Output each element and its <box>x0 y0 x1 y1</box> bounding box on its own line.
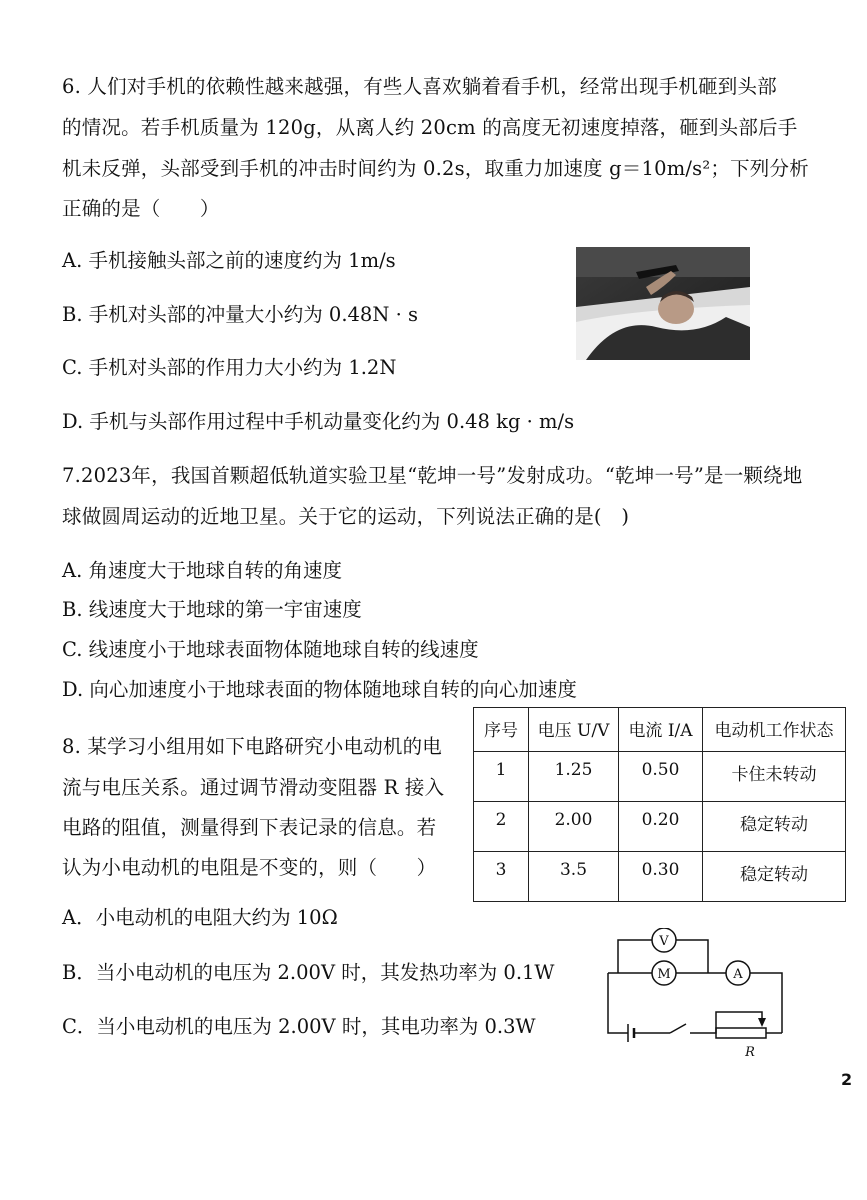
q6-option-a: A. 手机接触头部之前的速度约为 1m/s <box>62 249 396 272</box>
circuit-diagram <box>600 928 790 1063</box>
q7-option-c: C. 线速度小于地球表面物体随地球自转的线速度 <box>62 638 479 661</box>
page-number: 2 <box>841 1070 853 1089</box>
table-row <box>474 852 846 902</box>
ammeter-icon <box>726 961 750 985</box>
q8-option-a: A．小电动机的电阻大约为 10Ω <box>62 906 338 929</box>
q6-option-d: D. 手机与头部作用过程中手机动量变化约为 0.48 kg · m/s <box>62 410 575 433</box>
table-header-cell: 电流 I/A <box>619 708 703 752</box>
table-header-cell: 电动机工作状态 <box>703 708 846 752</box>
table-header-cell: 序号 <box>474 708 529 752</box>
table-row <box>474 802 846 852</box>
voltmeter-label: V <box>659 934 669 949</box>
q7-option-a: A. 角速度大于地球自转的角速度 <box>62 559 342 582</box>
q8-option-b: B．当小电动机的电压为 2.00V 时，其发热功率为 0.1W <box>62 961 555 984</box>
motor-icon <box>652 961 676 985</box>
q7-option-d: D. 向心加速度小于地球表面的物体随地球自转的向心加速度 <box>62 678 577 701</box>
table-header-cell: 电压 U/V <box>529 708 619 752</box>
q8-line-1: 8. 某学习小组用如下电路研究小电动机的电 <box>62 735 443 758</box>
q7-option-b: B. 线速度大于地球的第一宇宙速度 <box>62 598 362 621</box>
table-cell: 3 <box>474 852 529 902</box>
table-cell: 2.00 <box>529 802 619 852</box>
q8-line-2: 流与电压关系。通过调节滑动变阻器 R 接入 <box>62 776 445 799</box>
ammeter-label: A <box>733 967 743 982</box>
q7-line-1: 7.2023年，我国首颗超低轨道实验卫星“乾坤一号”发射成功。“乾坤一号”是一颗绕地 <box>62 464 803 487</box>
table-cell: 0.30 <box>619 852 703 902</box>
q6-line-3: 机未反弹，头部受到手机的冲击时间约为 0.2s，取重力加速度 g＝10m/s²；下列分析 <box>62 157 809 180</box>
q6-option-b: B. 手机对头部的冲量大小约为 0.48N · s <box>62 303 419 326</box>
q8-line-3: 电路的阻值，测量得到下表记录的信息。若 <box>62 816 437 839</box>
table-cell: 0.20 <box>619 802 703 852</box>
q6-option-c: C. 手机对头部的作用力大小约为 1.2N <box>62 356 397 379</box>
q6-line-4: 正确的是（ ） <box>62 197 220 220</box>
table-cell: 稳定转动 <box>703 802 846 852</box>
voltmeter-icon <box>652 928 676 952</box>
q8-line-4: 认为小电动机的电阻是不变的，则（ ） <box>62 856 437 879</box>
q7-line-2: 球做圆周运动的近地卫星。关于它的运动，下列说法正确的是( ) <box>62 505 630 528</box>
table-row <box>474 752 846 802</box>
rheostat-label: R <box>745 1045 755 1060</box>
person-lying-with-phone-photo <box>576 247 750 360</box>
table-cell: 卡住未转动 <box>703 752 846 802</box>
measurement-table <box>473 707 846 902</box>
motor-label: M <box>657 967 671 982</box>
table-cell: 1.25 <box>529 752 619 802</box>
table-cell: 稳定转动 <box>703 852 846 902</box>
q6-line-2: 的情况。若手机质量为 120g，从离人约 20cm 的高度无初速度掉落，砸到头部后手 <box>62 116 798 139</box>
table-cell: 2 <box>474 802 529 852</box>
table-cell: 3.5 <box>529 852 619 902</box>
table-cell: 0.50 <box>619 752 703 802</box>
table-cell: 1 <box>474 752 529 802</box>
table-header-row <box>474 708 846 752</box>
q8-option-c: C．当小电动机的电压为 2.00V 时，其电功率为 0.3W <box>62 1015 536 1038</box>
q6-line-1: 6. 人们对手机的依赖性越来越强，有些人喜欢躺着看手机，经常出现手机砸到头部 <box>62 75 777 98</box>
